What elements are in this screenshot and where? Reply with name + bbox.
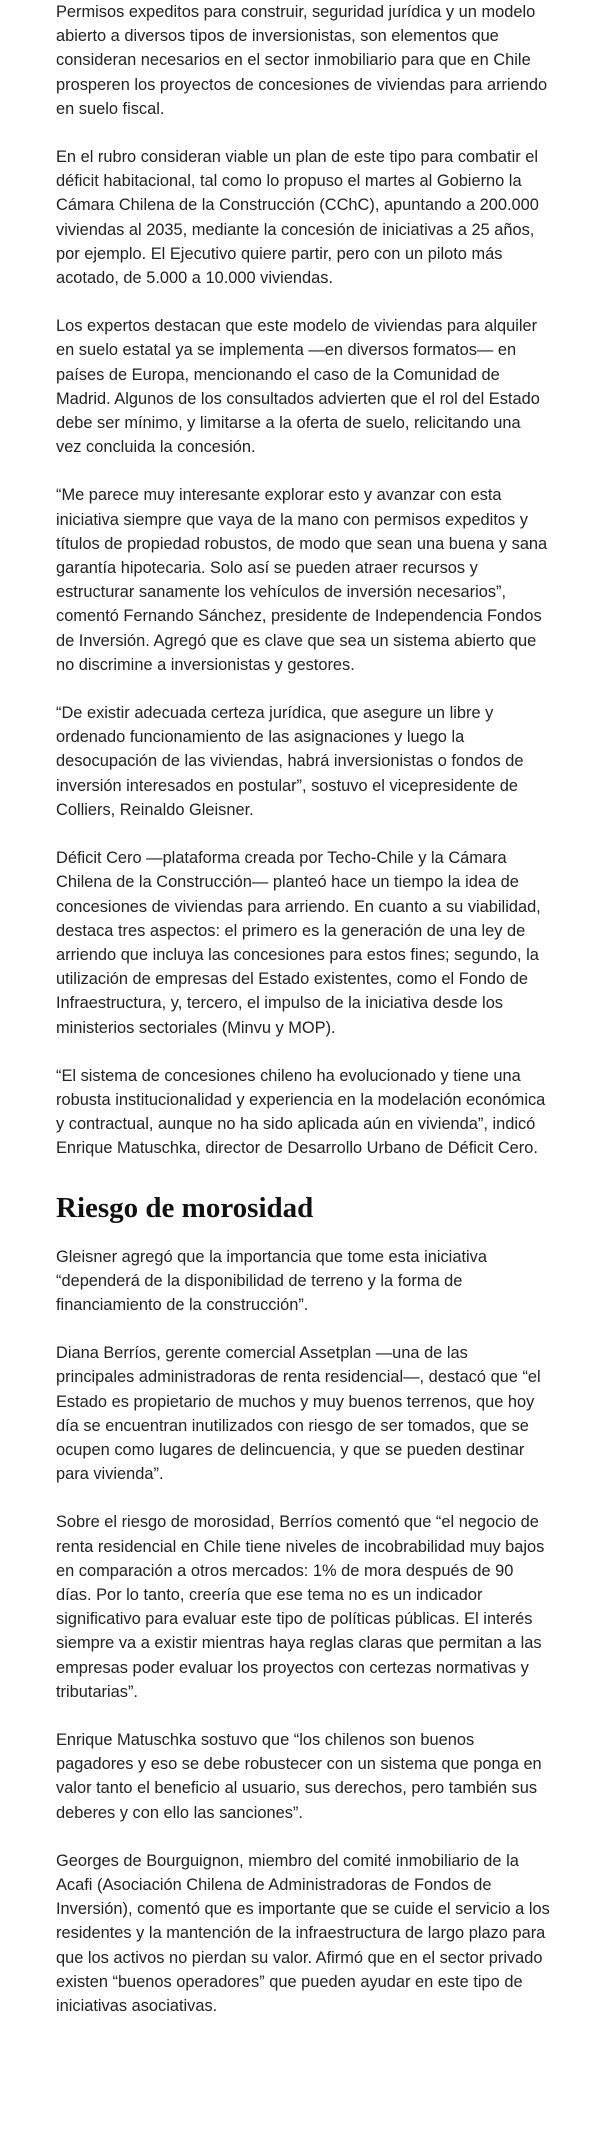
paragraph: Diana Berríos, gerente comercial Assetplan —una de las principales administradoras de renta residencial—, destacó que “el Estado es propietario de muchos y muy buenos terrenos, que hoy día se encuentran inutilizados con riesgo de ser tomados, que se ocupen como lugares de delincuencia, y que se pueden destinar para vivienda”. bbox=[56, 1344, 541, 1484]
paragraph: Permisos expeditos para construir, seguridad jurídica y un modelo abierto a diversos tipos de inversionistas, son elementos que consideran necesarios en el sector inmobiliario para que en Chile prosperen los proyectos de concesiones de viviendas para arriendo en suelo fiscal. bbox=[56, 3, 548, 118]
paragraph: “Me parece muy interesante explorar esto y avanzar con esta iniciativa siempre que vaya de la mano con permisos expeditos y títulos de propiedad robustos, de modo que sean una buena y sana garantía hipotecaria. Solo así se pueden atraer recursos y estructurar sanamente los vehículos de inversión necesarios”, comentó Fernando Sánchez, presidente de Independencia Fondos de Inversión. Agregó que es clave que sea un sistema abierto que no discrimine a inversionistas y gestores. bbox=[56, 486, 548, 674]
paragraph: Gleisner agregó que la importancia que tome esta iniciativa “dependerá de la disponibilidad de terreno y la forma de financiamiento de la construcción”. bbox=[56, 1247, 487, 1314]
paragraph: Déficit Cero —plataforma creada por Techo-Chile y la Cámara Chilena de la Construcción— planteó hace un tiempo la idea de concesiones de viviendas para arriendo. En cuanto a su viabilidad, destaca tres aspectos: el primero es la generación de una ley de arriendo que incluya las concesiones para estos fines; segundo, la utilización de empresas del Estado existentes, como el Fondo de Infraestructura, y, tercero, el impulso de la iniciativa desde los ministerios sectoriales (Minvu y MOP). bbox=[56, 849, 541, 1037]
paragraph: “El sistema de concesiones chileno ha evolucionado y tiene una robusta institucionalidad y experiencia en la modelación económica y contractual, aunque no ha sido aplicada aún en vivienda”, indicó Enrique Matuschka, director de Desarrollo Urbano de Déficit Cero. bbox=[56, 1066, 546, 1158]
paragraph: Enrique Matuschka sostuvo que “los chilenos son buenos pagadores y eso se debe robustecer con un sistema que ponga en valor tanto el beneficio al usuario, sus derechos, pero también sus deberes y con ello las sanciones”. bbox=[56, 1730, 542, 1822]
paragraph: “De existir adecuada certeza jurídica, que asegure un libre y ordenado funcionamiento de las asignaciones y luego la desocupación de las viviendas, habrá inversionistas o fondos de inversión interesados en postular”, sostuvo el vicepresidente de Colliers, Reinaldo Gleisner. bbox=[56, 704, 524, 819]
paragraph: En el rubro consideran viable un plan de este tipo para combatir el déficit habitacional, tal como lo propuso el martes al Gobierno la Cámara Chilena de la Construcción (CChC), apuntando a 200.000 viviendas al 2035, mediante la concesión de iniciativas a 25 años, por ejemplo. El Ejecutivo quiere partir, pero con un piloto más acotado, de 5.000 a 10.000 viviendas. bbox=[56, 148, 539, 288]
paragraph: Los expertos destacan que este modelo de viviendas para alquiler en suelo estatal ya se implementa —en diversos formatos— en países de Europa, mencionando el caso de la Comunidad de Madrid. Algunos de los consultados advierten que el rol del Estado debe ser mínimo, y limitarse a la oferta de suelo, relicitando una vez concluida la concesión. bbox=[56, 317, 540, 457]
paragraph: Sobre el riesgo de morosidad, Berríos comentó que “el negocio de renta residencial en Chile tiene niveles de incobrabilidad muy bajos en comparación a otros mercados: 1% de mora después de 90 días. Por lo tanto, creería que ese tema no es un indicador significativo para evaluar este tipo de políticas públicas. El interés siempre va a existir mientras haya reglas claras que permitan a las empresas poder evaluar los proyectos con certezas normativas y tributarias”. bbox=[56, 1513, 545, 1701]
article-column bbox=[56, 0, 550, 2018]
paragraph: Georges de Bourguignon, miembro del comité inmobiliario de la Acafi (Asociación Chilena de Administradoras de Fondos de Inversión), comentó que es importante que se cuide el servicio a los residentes y la mantención de la infraestructura de largo plazo para que los activos no pierdan su valor. Afirmó que en el sector privado existen “buenos operadores” que pueden ayudar en este tipo de iniciativas asociativas. bbox=[56, 1851, 550, 2016]
section-heading: Riesgo de morosidad bbox=[56, 1191, 314, 1224]
